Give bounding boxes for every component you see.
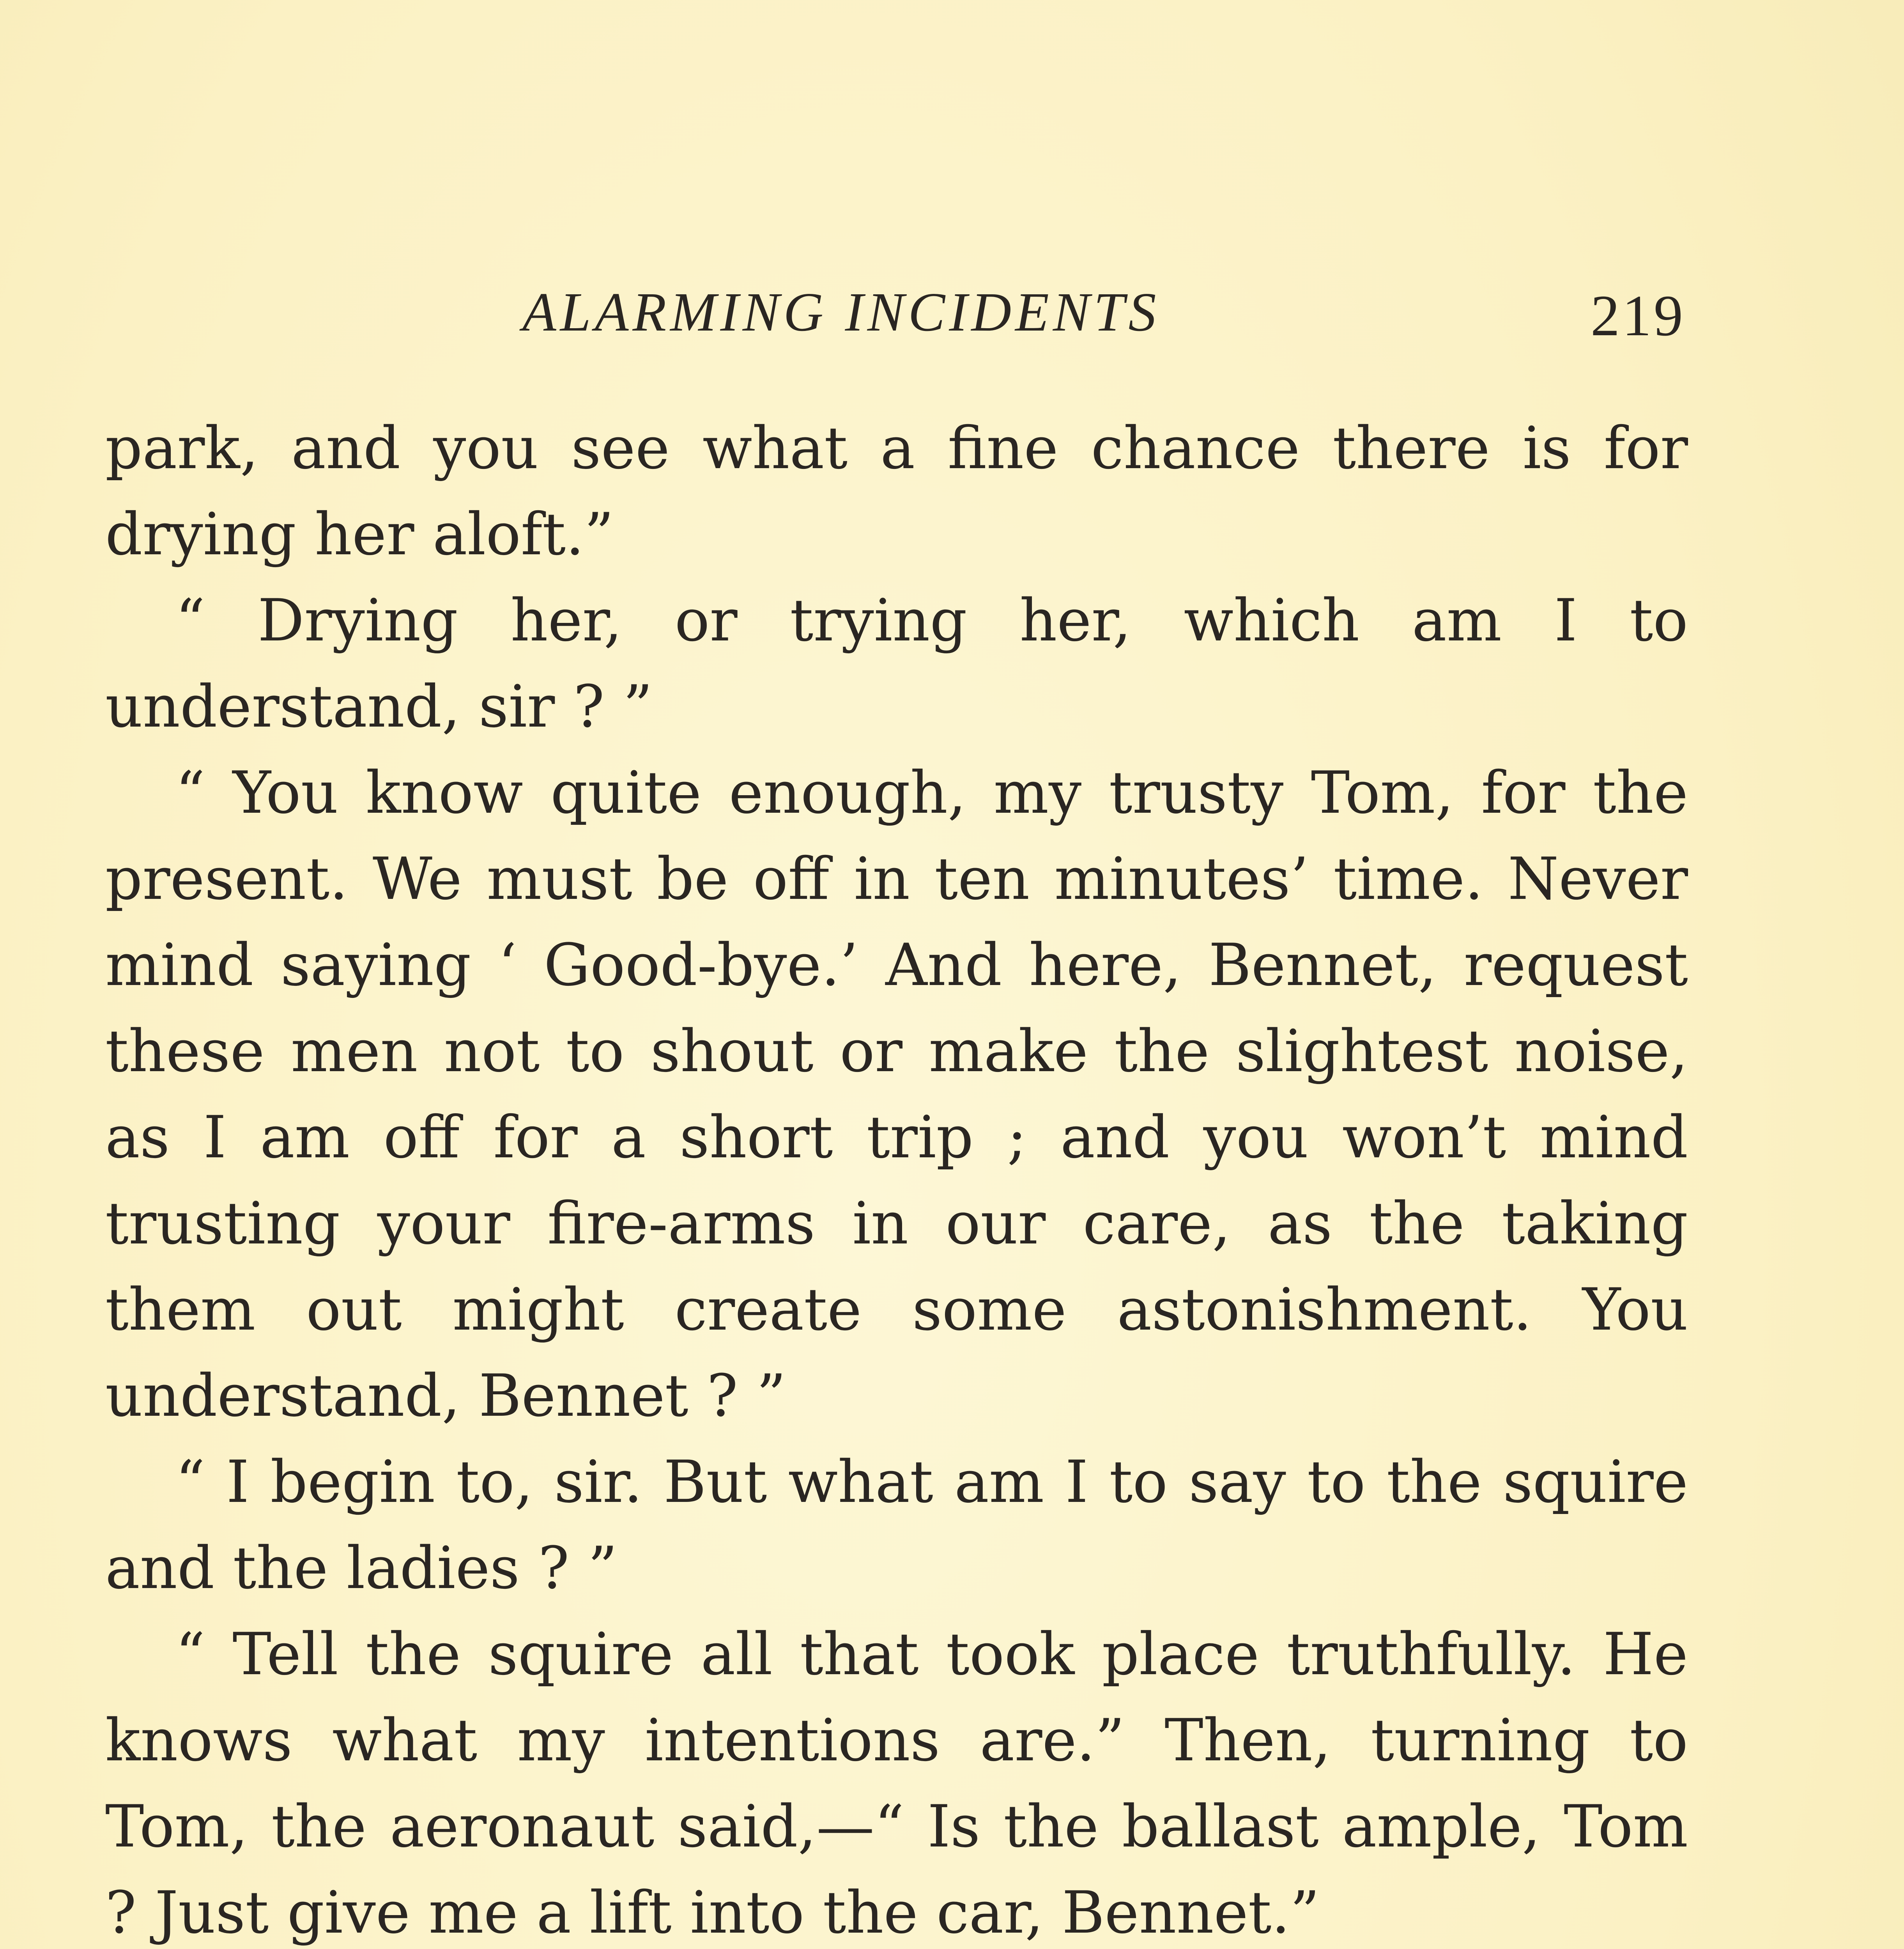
paragraph: “ I begin to, sir. But what am I to say to the squire and the ladies ? ”: [105, 1448, 1688, 1602]
running-head: [0, 273, 1904, 351]
paragraph: “ Tell the squire all that took place truthfully. He knows what my intentions are.” Then, turning to Tom, the aeronaut said,—“ Is the ballast ample, Tom ? Just give me a lift into the car, Bennet.”: [105, 1621, 1688, 1947]
paragraph: “ You know quite enough, my trusty Tom, for the present. We must be off in ten minutes’ time. Never mind saying ‘ Good-bye.’ And here, Bennet, request these men not to shout or make the slightest noise, as I am off for a short trip ; and you won’t mind trusting your fire-arms in our care, as the taking them out might create some astonishment. You understand, Bennet ? ”: [105, 759, 1688, 1430]
paragraph: “ Drying her, or trying her, which am I to understand, sir ? ”: [105, 587, 1688, 741]
running-title: ALARMING INCIDENTS: [522, 281, 1160, 343]
page-number: 219: [1591, 283, 1685, 348]
paragraph: park, and you see what a fine chance there is for drying her aloft.”: [105, 415, 1688, 568]
body-text: [105, 405, 1688, 1949]
